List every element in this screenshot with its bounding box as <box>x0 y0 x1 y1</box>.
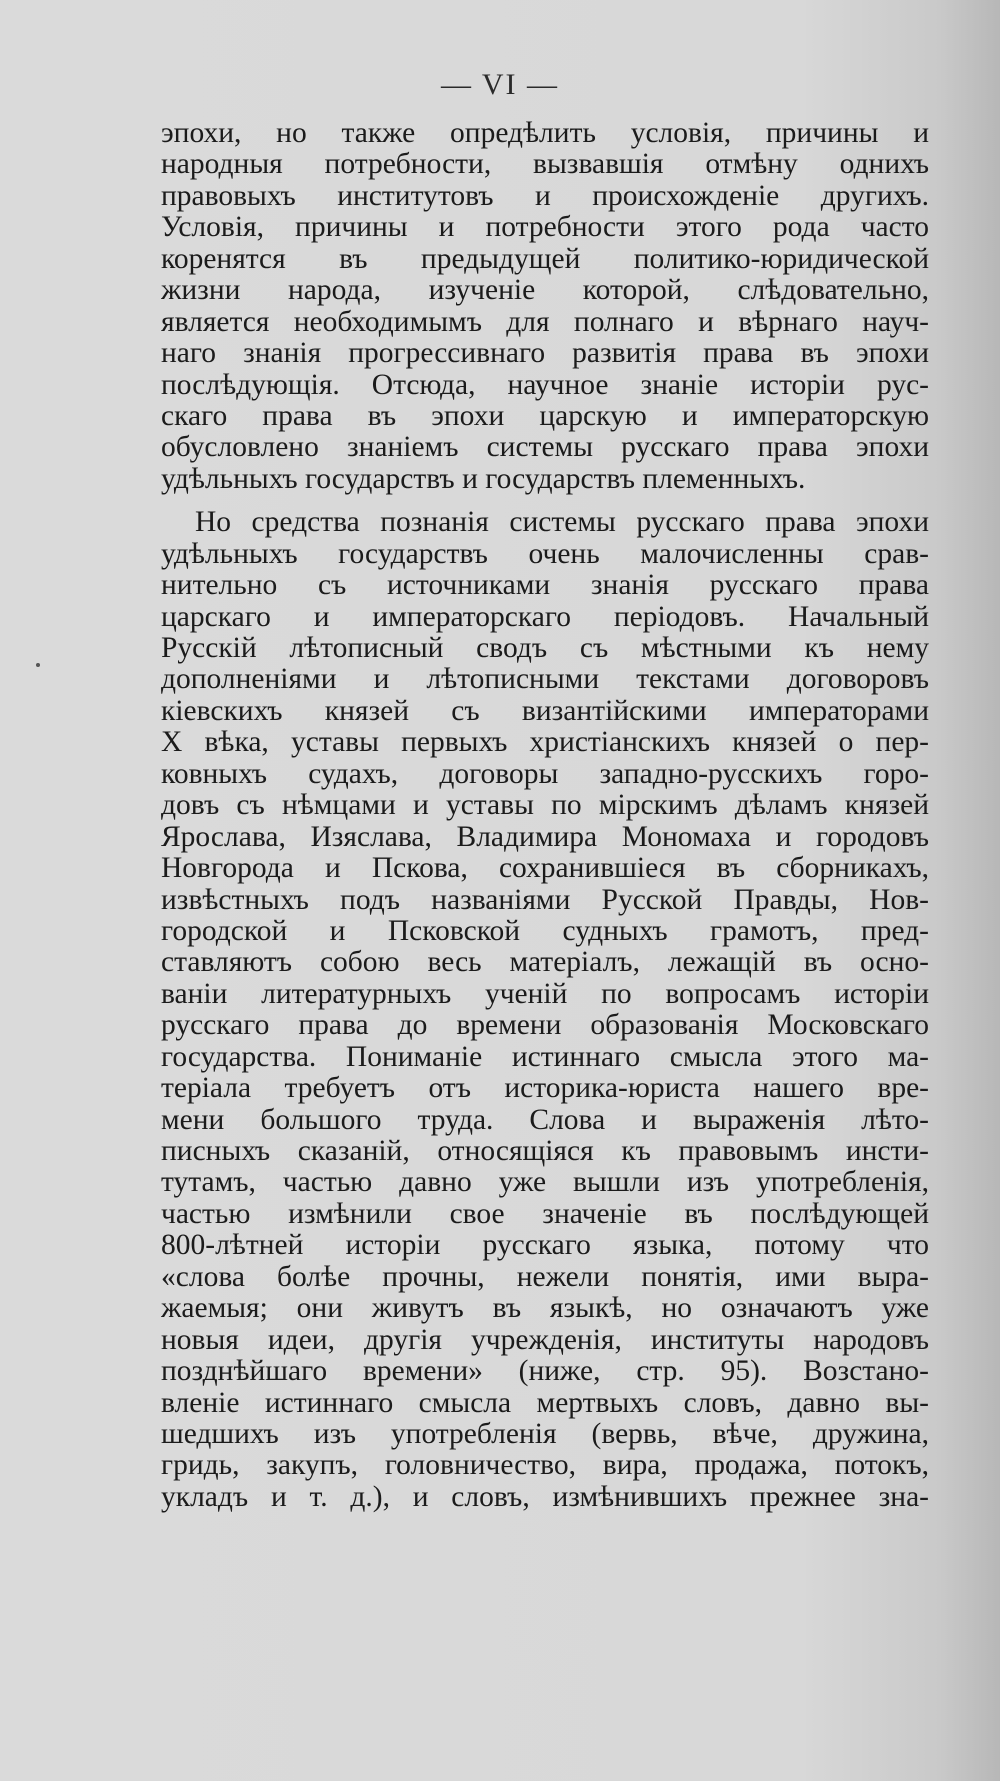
text-line: коренятся въ предыдущей политико-юридической <box>161 243 929 275</box>
paragraph-2 <box>161 507 929 1513</box>
text-line: Ярослава, Изяслава, Владимира Мономаха и городовъ <box>161 821 929 853</box>
text-line: тутамъ, частью давно уже вышли изъ употребленія, <box>161 1167 929 1199</box>
text-line: удѣльныхъ государствъ очень малочисленны срав- <box>161 538 929 570</box>
text-line: гридь, закупъ, головничество, вира, продажа, потокъ, <box>161 1450 929 1482</box>
page-number: — VI — <box>440 68 560 101</box>
text-line: русскаго права до времени образованія Московскаго <box>161 1010 929 1042</box>
text-line: «слова болѣе прочны, нежели понятія, ими выра- <box>161 1261 929 1293</box>
text-line: жизни народа, изученіе которой, слѣдовательно, <box>161 275 929 307</box>
text-line: Новгорода и Пскова, сохранившіеся въ сборникахъ, <box>161 853 929 885</box>
body-text <box>161 118 929 1513</box>
text-line: послѣдующія. Отсюда, научное знаніе исторіи рус- <box>161 369 929 401</box>
text-line: ковныхъ судахъ, договоры западно-русскихъ горо- <box>161 758 929 790</box>
text-line: ваніи литературныхъ ученій по вопросамъ исторіи <box>161 978 929 1010</box>
text-line: Условія, причины и потребности этого рода часто <box>161 212 929 244</box>
text-line: ставляютъ собою весь матеріалъ, лежащій въ осно- <box>161 947 929 979</box>
text-line: довъ съ нѣмцами и уставы по мірскимъ дѣламъ князей <box>161 790 929 822</box>
text-line: новыя идеи, другія учрежденія, институты народовъ <box>161 1324 929 1356</box>
text-line: царскаго и императорскаго періодовъ. Начальный <box>161 601 929 633</box>
text-line: писныхъ сказаній, относящіяся къ правовымъ инсти- <box>161 1136 929 1167</box>
text-line: позднѣйшаго времени» (ниже, стр. 95). Возстано- <box>161 1356 929 1388</box>
text-line: вленіе истиннаго смысла мертвыхъ словъ, давно вы- <box>161 1387 929 1419</box>
text-line: удѣльныхъ государствъ и государствъ племенныхъ. <box>161 463 806 495</box>
text-line: 800-лѣтней исторіи русскаго языка, потому что <box>161 1230 929 1262</box>
paragraph-1 <box>161 118 929 495</box>
text-line: нительно съ источниками знанія русскаго права <box>161 570 929 602</box>
text-line: скаго права въ эпохи царскую и императорскую <box>161 400 929 432</box>
text-line: шедшихъ изъ употребленія (вервь, вѣче, дружина, <box>161 1418 929 1450</box>
ink-speck <box>36 663 40 667</box>
text-line: эпохи, но также опредѣлить условія, причины и <box>161 118 929 149</box>
text-line: наго знанія прогрессивнаго развитія права въ эпохи <box>161 338 929 370</box>
text-line: Но средства познанія системы русскаго права эпохи <box>195 507 929 539</box>
text-line: народныя потребности, вызвавшія отмѣну однихъ <box>161 149 929 181</box>
text-line: мени большого труда. Слова и выраженія лѣто- <box>161 1104 929 1136</box>
text-line: обусловлено знаніемъ системы русскаго права эпохи <box>161 432 929 464</box>
text-line: частью измѣнили свое значеніе въ послѣдующей <box>161 1198 929 1230</box>
paragraph-gap <box>161 495 929 507</box>
text-line: жаемыя; они живутъ въ языкѣ, но означаютъ уже <box>161 1293 929 1325</box>
text-line: правовыхъ институтовъ и происхожденіе другихъ. <box>161 180 929 212</box>
text-line: извѣстныхъ подъ названіями Русской Правды, Нов- <box>161 884 929 916</box>
text-line: кіевскихъ князей съ византійскими императорами <box>161 695 929 727</box>
text-line: теріала требуетъ отъ историка-юриста нашего вре- <box>161 1073 929 1105</box>
text-line: укладъ и т. д.), и словъ, измѣнившихъ прежнее зна- <box>161 1481 929 1513</box>
text-line: государства. Пониманіе истиннаго смысла этого ма- <box>161 1041 929 1073</box>
text-line: городской и Псковской судныхъ грамотъ, пред- <box>161 915 929 947</box>
text-line: X вѣка, уставы первыхъ христіанскихъ князей о пер- <box>161 727 929 759</box>
text-line: Русскій лѣтописный сводъ съ мѣстными къ нему <box>161 633 929 664</box>
text-line: является необходимымъ для полнаго и вѣрнаго науч- <box>161 306 929 338</box>
text-line: дополненіями и лѣтописными текстами договоровъ <box>161 664 929 696</box>
